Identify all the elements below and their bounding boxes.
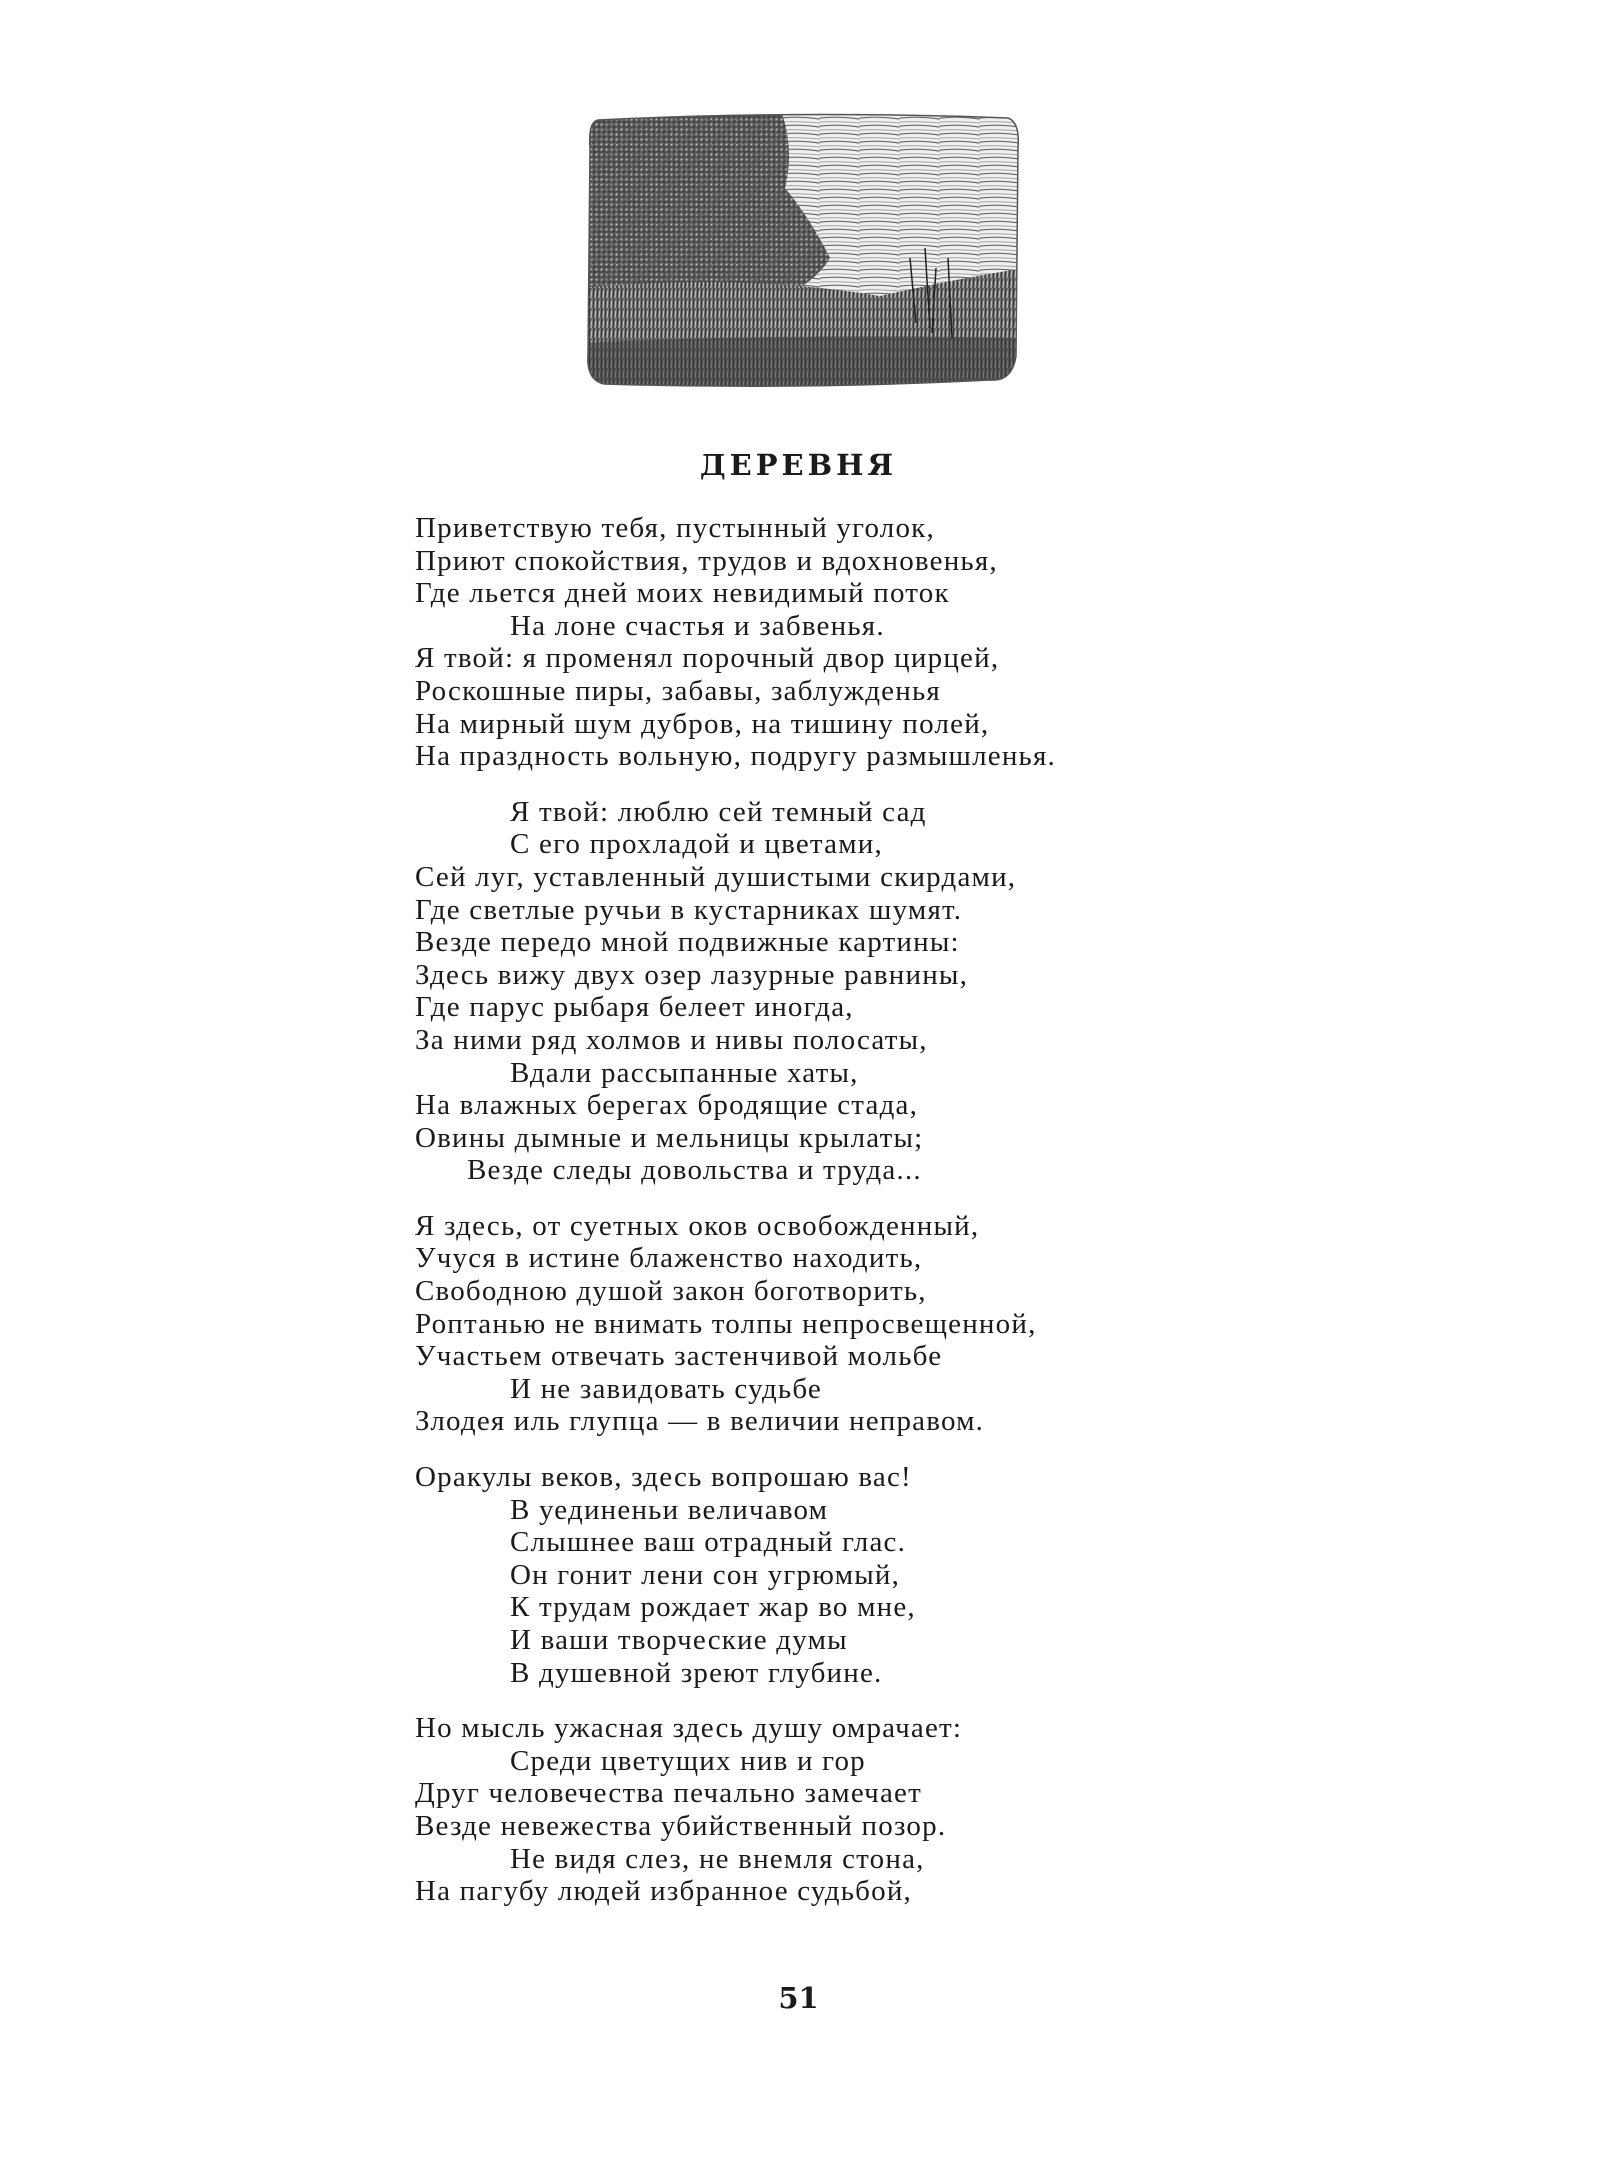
poem-line: Я твой: я променял порочный двор цирцей, xyxy=(415,642,1000,675)
stanza xyxy=(0,1461,1597,1689)
poem-line: Роскошные пиры, забавы, заблужденья xyxy=(415,674,941,707)
poem-line: В уединеньи величавом xyxy=(510,1493,829,1526)
poem-line: На лоне счастья и забвенья. xyxy=(510,609,885,642)
poem-line: На влажных берегах бродящие стада, xyxy=(415,1089,919,1122)
page-number: 51 xyxy=(778,1981,819,2015)
poem-line: Везде следы довольства и труда... xyxy=(467,1154,922,1187)
poem-line: Учуся в истине блаженство находить, xyxy=(415,1242,923,1275)
poem-line: Приют спокойствия, трудов и вдохновенья, xyxy=(415,544,998,577)
poem-line: С его прохладой и цветами, xyxy=(510,828,883,861)
stanza xyxy=(0,1210,1597,1438)
poem-line: Но мысль ужасная здесь душу омрачает: xyxy=(415,1712,963,1745)
poem-line: За ними ряд холмов и нивы полосаты, xyxy=(415,1023,928,1056)
stanza xyxy=(0,1712,1597,1908)
poem-line: Вдали рассыпанные хаты, xyxy=(510,1056,859,1089)
poem-line: В душевной зреют глубине. xyxy=(510,1656,883,1689)
poem-title: ДЕРЕВНЯ xyxy=(699,448,898,482)
poem-line: И не завидовать судьбе xyxy=(510,1372,822,1405)
poem-line: Где льется дней моих невидимый поток xyxy=(415,577,950,610)
poem-line: Я твой: люблю сей темный сад xyxy=(510,795,927,828)
poem-line: Среди цветущих нив и гор xyxy=(510,1744,866,1777)
poem-line: Где парус рыбаря белеет иногда, xyxy=(415,991,854,1024)
poem-line: На мирный шум дубров, на тишину полей, xyxy=(415,707,990,740)
poem-line: Роптанью не внимать толпы непросвещенной, xyxy=(415,1307,1037,1340)
poem-line: Свободною душой закон боготворить, xyxy=(415,1275,927,1308)
poem-line: Не видя слез, не внемля стона, xyxy=(510,1842,925,1875)
poem-line: Овины дымные и мельницы крылаты; xyxy=(415,1121,924,1154)
poem-line: Сей луг, уставленный душистыми скирдами, xyxy=(415,860,1017,893)
poem-body xyxy=(0,512,1597,1931)
poem-line: Везде невежества убийственный позор. xyxy=(415,1809,947,1842)
stanza xyxy=(0,796,1597,1187)
poem-line: Он гонит лени сон угрюмый, xyxy=(510,1558,901,1591)
poem-line: И ваши творческие думы xyxy=(510,1624,848,1656)
poem-line: Злодея иль глупца — в величии неправом. xyxy=(415,1405,985,1438)
poem-line: Я здесь, от суетных оков освобожденный, xyxy=(415,1209,980,1242)
poem-line: Приветствую тебя, пустынный уголок, xyxy=(415,512,935,544)
vignette-illustration xyxy=(580,108,1025,394)
poem-line: Здесь вижу двух озер лазурные равнины, xyxy=(415,958,969,991)
poem-line: Где светлые ручьи в кустарниках шумят. xyxy=(415,893,963,926)
poem-line: Участьем отвечать застенчивой мольбе xyxy=(415,1340,943,1373)
poem-line: К трудам рождает жар во мне, xyxy=(510,1591,916,1624)
poem-line: Друг человечества печально замечает xyxy=(415,1777,922,1810)
poem-line: Везде передо мной подвижные картины: xyxy=(415,926,960,959)
stanza xyxy=(0,512,1597,773)
poem-line: На праздность вольную, подругу размышленья. xyxy=(415,740,1056,773)
poem-line: Слышнее ваш отрадный глас. xyxy=(510,1526,907,1559)
poem-line: На пагубу людей избранное судьбой, xyxy=(415,1875,913,1908)
poem-line: Оракулы веков, здесь вопрошаю вас! xyxy=(415,1461,912,1494)
